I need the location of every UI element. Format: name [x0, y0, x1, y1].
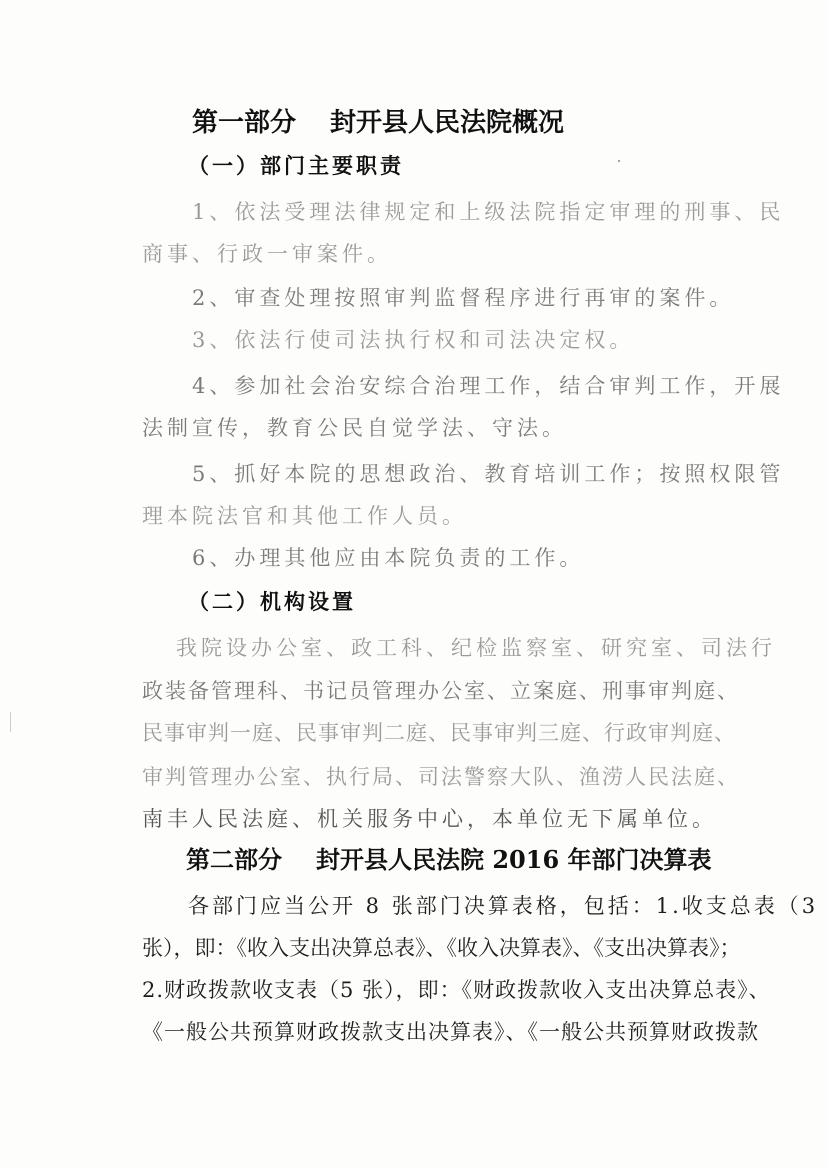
duty-line: 5、抓好本院的思想政治、教育培训工作；按照权限管 [192, 462, 785, 486]
org-line: 审判管理办公室、执行局、司法警察大队、渔涝人民法庭、 [142, 765, 740, 789]
org-line: 民事审判一庭、民事审判二庭、民事审判三庭、行政审判庭、 [142, 721, 736, 745]
org-line: 南丰人民法庭、机关服务中心，本单位无下属单位。 [142, 807, 717, 831]
body-line: 2.财政拨款收支表（5 张），即：《财政拨款收入支出决算总表》、 [142, 978, 771, 1002]
duty-line: 商事、行政一审案件。 [142, 242, 392, 266]
part2-label: 第二部分 [186, 845, 282, 874]
duty-line: 理本院法官和其他工作人员。 [142, 504, 467, 528]
duty-line: 法制宣传，教育公民自觉学法、守法。 [142, 416, 567, 440]
org-line: 我院设办公室、政工科、纪检监察室、研究室、司法行 [176, 636, 776, 660]
scan-speck [10, 712, 11, 732]
org-line: 政装备管理科、书记员管理办公室、立案庭、刑事审判庭、 [142, 679, 740, 703]
part1-heading [192, 110, 564, 136]
duty-line: 3、依法行使司法执行权和司法决定权。 [192, 328, 635, 352]
duty-line: 6、办理其他应由本院负责的工作。 [192, 546, 585, 570]
duty-line: 4、参加社会治安综合治理工作，结合审判工作，开展 [192, 374, 785, 398]
section1-heading: （一）部门主要职责 [188, 153, 404, 178]
body-line: 张），即：《收入支出决算总表》、《收入决算表》、《支出决算表》； [142, 936, 741, 960]
section2-heading: （二）机构设置 [188, 589, 356, 614]
duty-line: 2、审查处理按照审判监督程序进行再审的案件。 [192, 286, 735, 310]
part1-label: 第一部分 [192, 108, 297, 138]
duty-line: 1、依法受理法律规定和上级法院指定审理的刑事、民 [192, 200, 785, 224]
scan-speck [618, 160, 620, 162]
part2-heading [186, 845, 712, 874]
body-line: 《一般公共预算财政拨款支出决算表》、《一般公共预算财政拨款 [142, 1020, 759, 1044]
body-line: 各部门应当公开 8 张部门决算表格，包括：1.收支总表（3 [188, 894, 819, 918]
part2-title: 封开县人民法院 2016 年部门决算表 [316, 845, 712, 874]
part1-title: 封开县人民法院概况 [330, 108, 565, 138]
